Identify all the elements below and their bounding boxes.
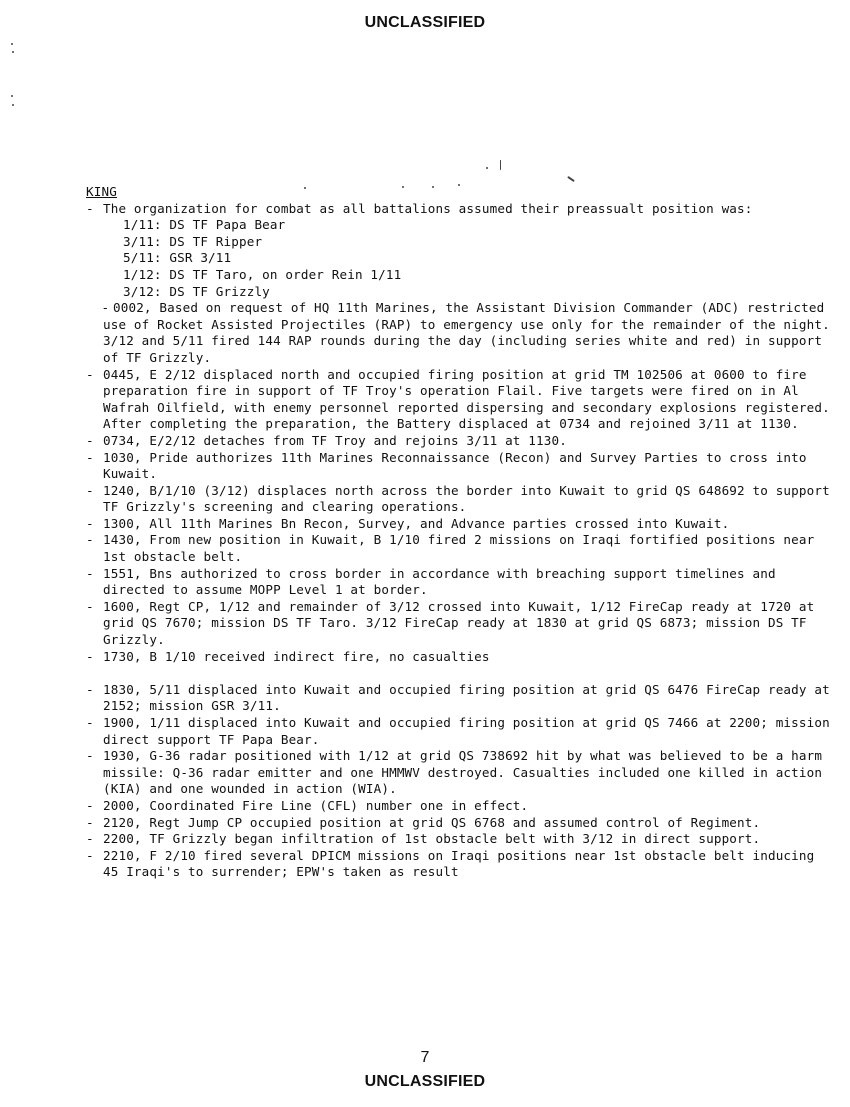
- list-item: - 0002, Based on request of HQ 11th Marines, the Assistant Division Commander (ADC) restricted use of Rocket Assisted Projectiles (RAP) to emergency use only for the remainder of the night. 3/12 and 5/11 fired 144 RAP rounds during the day (including series white and red) in support of TF Grizzly.: [86, 300, 830, 365]
- page-number: 7: [420, 1049, 430, 1066]
- scan-speck: [12, 104, 14, 106]
- list-item: - 1030, Pride authorizes 11th Marines Reconnaissance (Recon) and Survey Parties to cross into Kuwait.: [86, 449, 807, 482]
- list-item: - 0734, E/2/12 detaches from TF Troy and rejoins 3/11 at 1130.: [86, 432, 567, 448]
- list-item: - 1730, B 1/10 received indirect fire, no casualties: [86, 648, 490, 664]
- organization-list: [86, 217, 836, 300]
- organization-item: 1/12: DS TF Taro, on order Rein 1/11: [123, 266, 402, 282]
- list-item: - 2120, Regt Jump CP occupied position at grid QS 6768 and assumed control of Regiment.: [86, 814, 761, 830]
- list-item: - 1930, G-36 radar positioned with 1/12 at grid QS 738692 hit by what was believed to be a harm missile: Q-36 radar emitter and one HMMWV destroyed. Casualties included one killed in action (KIA) and one wounded in action (WIA).: [86, 748, 823, 797]
- top-classification-marking: UNCLASSIFIED: [364, 14, 486, 31]
- list-item: - 2000, Coordinated Fire Line (CFL) number one in effect.: [86, 797, 529, 813]
- paragraph-gap: [86, 665, 836, 682]
- scan-speck: [486, 167, 488, 169]
- list-item: - The organization for combat as all battalions assumed their preassualt position was:: [86, 200, 753, 216]
- document-body: [86, 184, 836, 881]
- list-item: - 2200, TF Grizzly began infiltration of 1st obstacle belt with 3/12 in direct support.: [86, 831, 761, 847]
- organization-item: 5/11: GSR 3/11: [123, 250, 232, 266]
- organization-item: 3/11: DS TF Ripper: [123, 233, 263, 249]
- scan-speck: [567, 176, 575, 182]
- scan-speck: [11, 95, 13, 97]
- list-item: - 1900, 1/11 displaced into Kuwait and occupied firing position at grid QS 7466 at 2200; mission direct support TF Papa Bear.: [86, 715, 830, 747]
- organization-item: 1/11: DS TF Papa Bear: [123, 217, 286, 233]
- scan-speck: [500, 160, 501, 170]
- list-item: - 1430, From new position in Kuwait, B 1/10 fired 2 missions on Iraqi fortified positions near 1st obstacle belt.: [86, 532, 815, 565]
- list-item: - 1240, B/1/10 (3/12) displaces north across the border into Kuwait to grid QS 648692 to support TF Grizzly's screening and clearing operations.: [86, 482, 830, 515]
- organization-item: 3/12: DS TF Grizzly: [123, 283, 270, 299]
- bottom-classification-marking: UNCLASSIFIED: [364, 1073, 486, 1090]
- list-item: - 0445, E 2/12 displaced north and occupied firing position at grid TM 102506 at 0600 to fire preparation fire in support of TF Troy's operation Flail. Five targets were fired on in Al Wafrah Oilfield, with enemy personnel reported dispersing and secondary explosions registered. After completing the preparation, the Battery displaced at 0734 and rejoined 3/11 at 1130.: [86, 366, 830, 432]
- list-item: - 2210, F 2/10 fired several DPICM missions on Iraqi positions near 1st obstacle belt inducing 45 Iraqi's to surrender; EPW's taken as result: [86, 847, 815, 880]
- section-heading: KING: [86, 184, 117, 199]
- list-item: - 1300, All 11th Marines Bn Recon, Survey, and Advance parties crossed into Kuwait.: [86, 515, 730, 531]
- list-item: - 1551, Bns authorized to cross border in accordance with breaching support timelines and directed to assume MOPP Level 1 at border.: [86, 565, 776, 598]
- list-item: - 1600, Regt CP, 1/12 and remainder of 3/12 crossed into Kuwait, 1/12 FireCap ready at 1720 at grid QS 7670; mission DS TF Taro. 3/12 FireCap ready at 1830 at grid QS 6873; mission DS TF Grizzly.: [86, 598, 815, 648]
- scan-speck: [11, 43, 13, 45]
- list-item: - 1830, 5/11 displaced into Kuwait and occupied firing position at grid QS 6476 FireCap ready at 2152; mission GSR 3/11.: [86, 681, 830, 714]
- scan-speck: [12, 51, 14, 53]
